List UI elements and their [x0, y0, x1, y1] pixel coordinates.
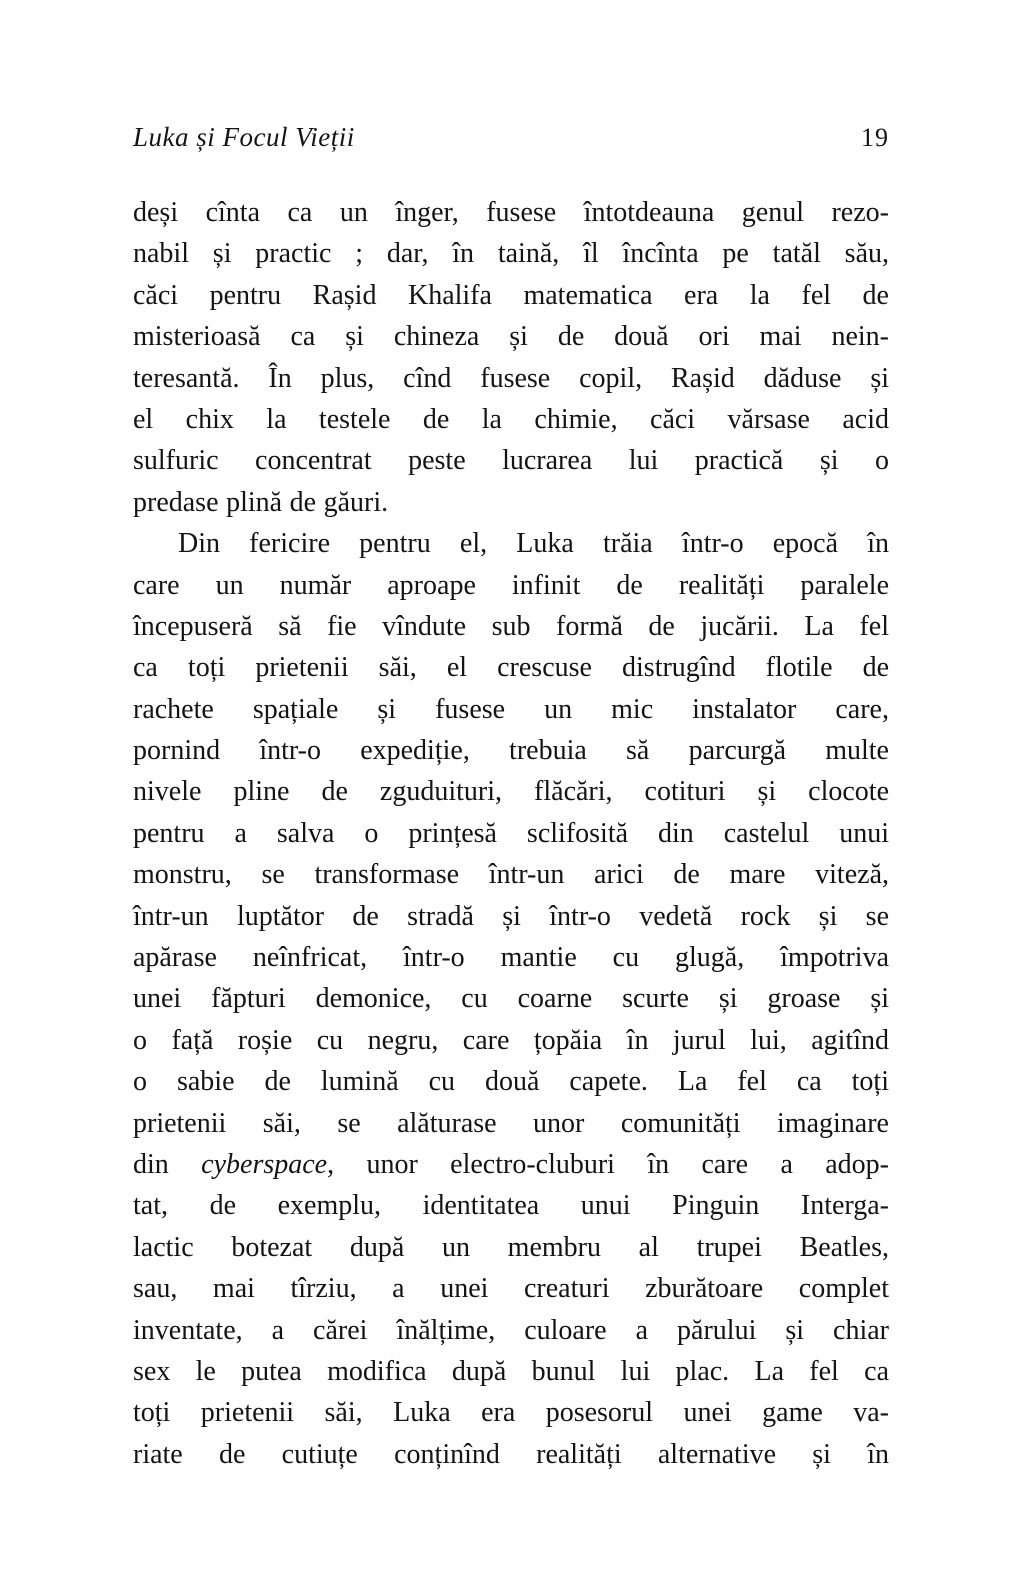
text-line: predase plină de găuri.: [133, 486, 389, 518]
paragraph: [133, 192, 889, 523]
text-line: sex le putea modifica după bunul lui plac. La fel ca: [133, 1355, 889, 1387]
text-line: pentru a salva o prințesă sclifosită din castelul unui: [133, 817, 889, 849]
text-line: el chix la testele de la chimie, căci vărsase acid: [133, 403, 889, 435]
text-line: Din fericire pentru el, Luka trăia într-o epocă în: [178, 528, 889, 560]
text-line: începuseră să fie vîndute sub formă de jucării. La fel: [133, 610, 889, 642]
text-line: lactic botezat după un membru al trupei Beatles,: [133, 1231, 889, 1263]
text-line: pornind într-o expediție, trebuia să parcurgă multe: [133, 735, 889, 767]
text-line: nabil și practic ; dar, în taină, îl încînta pe tatăl său,: [133, 238, 889, 270]
text-line: într-un luptător de stradă și într-o vedetă rock și se: [133, 900, 889, 932]
text-line: unei făpturi demonice, cu coarne scurte și groase și: [133, 983, 889, 1015]
text-line: misterioasă ca și chineza și de două ori mai nein-: [133, 321, 889, 353]
text-line: ca toți prietenii săi, el crescuse distrugînd flotile de: [133, 652, 889, 684]
text-line: prietenii săi, se alăturase unor comunități imaginare: [133, 1107, 889, 1139]
text-line: riate de cutiuțe conținînd realități alternative și în: [133, 1438, 889, 1470]
text-line: o sabie de lumină cu două capete. La fel ca toți: [133, 1066, 889, 1098]
text-line: nivele pline de zguduituri, flăcări, cotituri și clocote: [133, 776, 889, 808]
paragraph: [133, 523, 889, 1475]
text-line: rachete spațiale și fusese un mic instalator care,: [133, 693, 889, 725]
text-line: tat, de exemplu, identitatea unui Pinguin Interga-: [133, 1190, 889, 1222]
text-line: din cyberspace, unor electro-cluburi în care a adop-: [133, 1148, 889, 1180]
text-line: toți prietenii săi, Luka era posesorul unei game va-: [133, 1397, 889, 1429]
text-line: apărase neînfricat, într-o mantie cu glugă, împotriva: [133, 942, 889, 974]
running-header: [133, 122, 889, 162]
text-line: căci pentru Rașid Khalifa matematica era la fel de: [133, 279, 889, 311]
text-line: o față roșie cu negru, care țopăia în jurul lui, agitînd: [133, 1024, 889, 1056]
running-header-title: Luka și Focul Vieții: [133, 122, 355, 152]
text-line: monstru, se transformase într-un arici de mare viteză,: [133, 859, 889, 891]
body-text: [133, 192, 889, 1475]
text-line: deși cînta ca un înger, fusese întotdeauna genul rezo-: [133, 197, 889, 228]
text-line: teresantă. În plus, cînd fusese copil, Rașid dăduse și: [133, 362, 889, 394]
text-line: sulfuric concentrat peste lucrarea lui practică și o: [133, 445, 889, 477]
page-number: 19: [861, 123, 889, 152]
text-line: sau, mai tîrziu, a unei creaturi zburătoare complet: [133, 1273, 889, 1305]
text-line: inventate, a cărei înălțime, culoare a părului și chiar: [133, 1314, 889, 1346]
text-line: care un număr aproape infinit de realități paralele: [133, 569, 889, 601]
